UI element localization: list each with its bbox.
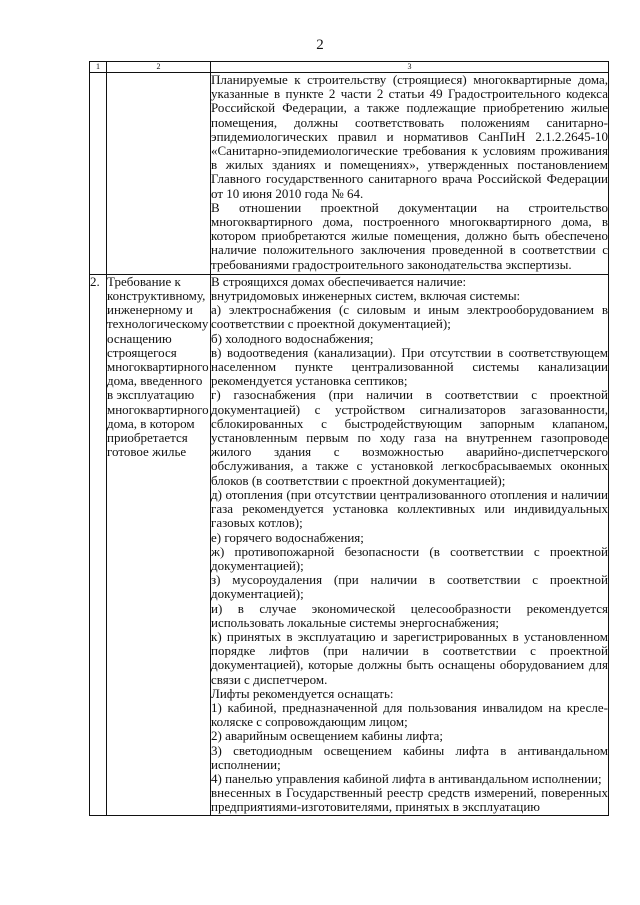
list-item: и) в случае экономической целесообразности рекомендуется использовать локальные системы энергоснабжения;	[211, 600, 608, 630]
list-item: 1) кабиной, предназначенной для пользования инвалидом на кресле-коляске с сопровождающим лицом;	[211, 699, 608, 730]
list-item: 4) панелью управления кабиной лифта в антивандальном исполнении;	[211, 770, 602, 786]
row-number-cell	[90, 73, 107, 275]
paragraph: В строящихся домах обеспечивается наличие:	[211, 273, 467, 289]
row-text-cell	[211, 73, 609, 275]
header-col-3: 3	[211, 62, 609, 73]
row-text-cell	[211, 274, 609, 815]
paragraph: внутридомовых инженерных систем, включая системы:	[211, 288, 521, 304]
list-item: ж) противопожарной безопасности (в соответствии с проектной документацией);	[211, 543, 608, 573]
list-item: д) отопления (при отсутствии централизованного отопления и наличии газа рекомендуется установка коллективных или индивидуальных газовых котлов);	[211, 486, 608, 531]
list-item: 2) аварийным освещением кабины лифта;	[211, 728, 444, 744]
paragraph: В отношении проектной документации на строительство многоквартирного дома, построенного многоквартирного дома, в котором приобретаются жилые помещения, должно быть обеспечено наличие положительного заключения проведенной в соответствии с требованиями градостроительного законодательства экспертизы.	[211, 199, 608, 272]
paragraph: Лифты рекомендуется оснащать:	[211, 685, 394, 701]
table-row-2	[90, 274, 609, 815]
list-item: г) газоснабжения (при наличии в соответствии с проектной документацией) с устройством сигнализаторов загазованности, сблокированных с быстродействующим запорным клапаном, установленным первым по ходу газа на внутреннем газопроводе жилого здания с возможностью аварийно-диспетчерского обслуживания, а также с установкой легкосбрасываемых оконных блоков (в соответствии с проектной документацией);	[211, 387, 608, 488]
table-row-continued	[90, 73, 609, 275]
paragraph: Планируемые к строительству (строящиеся) многоквартирные дома, указанные в пункте 2 части 2 статьи 49 Градостроительного кодекса Российской Федерации, а также подлежащие приобретению жилые помещения, должны соответствовать положениям санитарно-эпидемиологических правил и нормативов СанПиН 2.1.2.2645-10 «Санитарно-эпидемиологические требования к условиям проживания в жилых зданиях и помещениях», утвержденных постановлением Главного государственного санитарного врача Российской Федерации от 10 июня 2010 года № 64.	[211, 72, 608, 201]
list-item: а) электроснабжения (с силовым и иным электрооборудованием в соответствии с проектной документацией);	[211, 302, 608, 332]
paragraph: внесенных в Государственный реестр средств измерений, поверенных предприятиями-изготовителями, принятых в эксплуатацию	[211, 785, 608, 815]
row-name-cell: Требование к конструктивному, инженерному и технологическому оснащению строящегося многоквартирного дома, введенного в эксплуатацию многоквартирного дома, в котором приобретается готовое жилье	[107, 274, 211, 815]
requirements-table	[89, 61, 609, 816]
header-col-2: 2	[107, 62, 211, 73]
list-item: 3) светодиодным освещением кабины лифта в антивандальном исполнении;	[211, 742, 608, 772]
row-name-cell	[107, 73, 211, 275]
table-header-row	[90, 62, 609, 73]
row-number-cell: 2.	[90, 274, 107, 815]
list-item: з) мусороудаления (при наличии в соответствии с проектной документацией);	[211, 572, 608, 602]
list-item: б) холодного водоснабжения;	[211, 330, 374, 346]
list-item: в) водоотведения (канализации). При отсутствии в соответствующем населенном пункте централизованной системы канализации рекомендуется установка септиков;	[211, 344, 608, 389]
page-number: 2	[316, 37, 324, 53]
header-col-1: 1	[90, 62, 107, 73]
list-item: е) горячего водоснабжения;	[211, 529, 364, 545]
list-item: к) принятых в эксплуатацию и зарегистрированных в установленном порядке лифтов (при наличии в соответствии с проектной документацией), которые должны быть оснащены оборудованием для связи с диспетчером.	[211, 628, 608, 687]
